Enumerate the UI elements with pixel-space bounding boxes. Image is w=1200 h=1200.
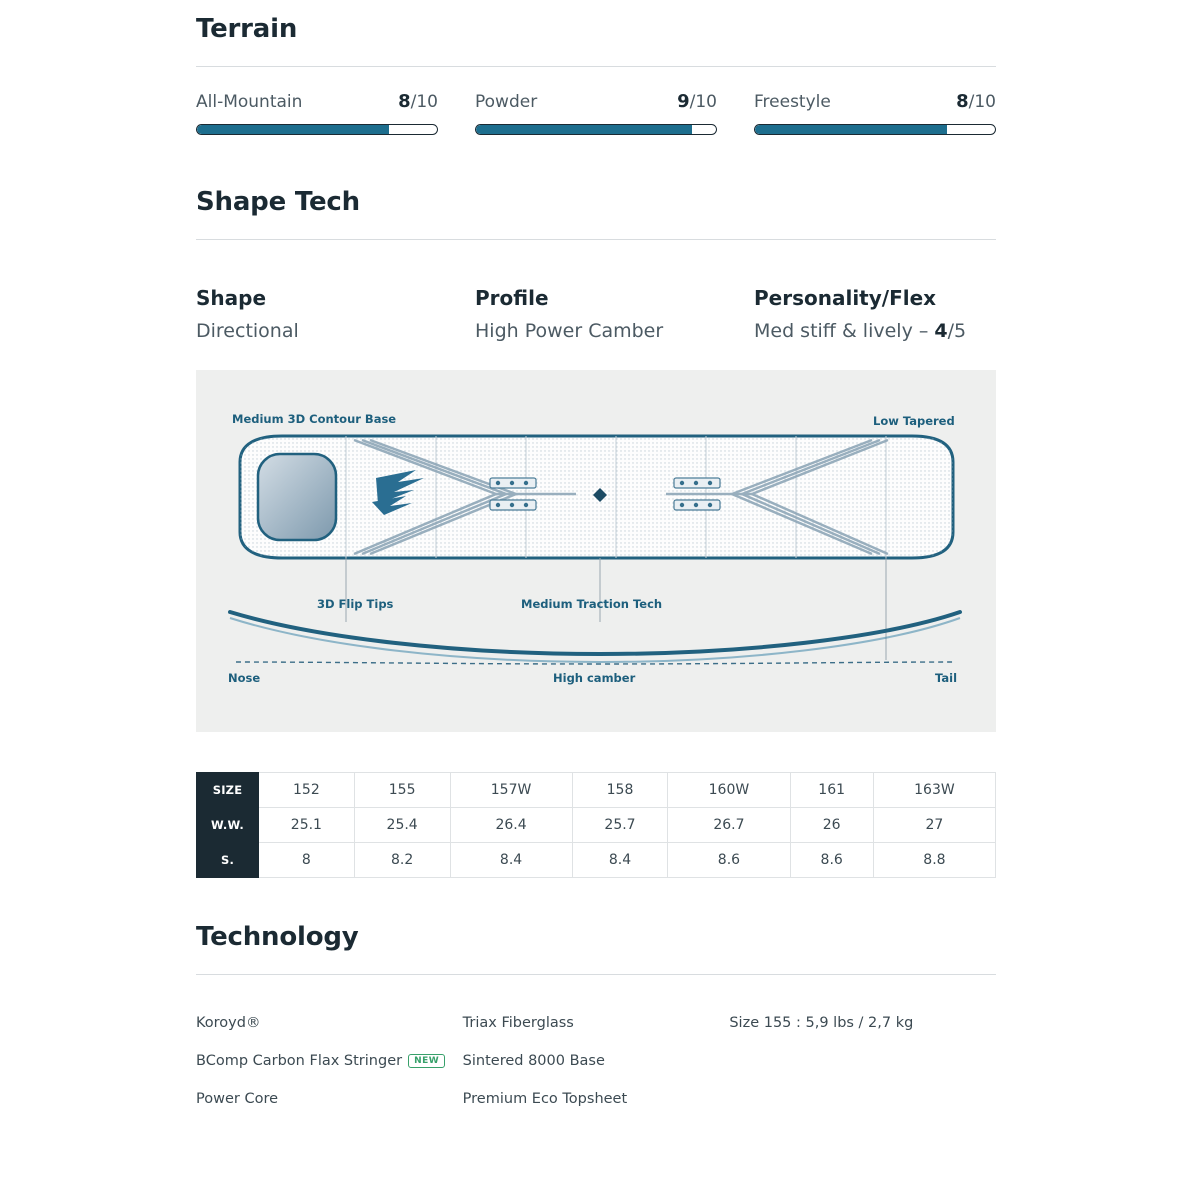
label-flip-tips: 3D Flip Tips	[317, 597, 394, 611]
label-low-tapered: Low Tapered	[873, 414, 955, 428]
technology-column-2	[463, 1015, 730, 1129]
board-top-view	[240, 436, 953, 558]
technology-column-1	[196, 1015, 463, 1129]
label-tail: Tail	[935, 671, 958, 685]
list-item: Sintered 8000 Base	[462, 1053, 605, 1069]
list-item	[196, 1053, 463, 1069]
board-diagram-panel	[196, 370, 996, 732]
flex-text: Med stiff & lively –	[754, 320, 935, 342]
table-cell: 8.4	[572, 843, 668, 878]
table-cell: 26	[790, 808, 873, 843]
terrain-rating-value: 8	[398, 91, 411, 112]
table-cell: 8.6	[668, 843, 790, 878]
spec-shape-value: Directional	[196, 320, 299, 342]
board-side-profile	[230, 612, 960, 664]
table-rowhead-waist-width: W.W.	[197, 808, 259, 843]
technology-divider	[196, 974, 996, 975]
spec-profile-label: Profile	[475, 286, 549, 310]
table-cell: 8.4	[450, 843, 572, 878]
table-cell: 161	[790, 773, 873, 808]
terrain-rating-bar-fill	[755, 125, 947, 134]
terrain-rating-score	[398, 91, 438, 112]
terrain-rating-score	[956, 91, 996, 112]
spec-shape-label: Shape	[196, 286, 267, 310]
table-cell: 26.7	[668, 808, 790, 843]
table-cell: 8.8	[873, 843, 995, 878]
terrain-divider	[196, 66, 996, 67]
list-item: Premium Eco Topsheet	[462, 1091, 628, 1107]
terrain-rating-list	[196, 91, 996, 135]
spec-personality-flex	[754, 286, 996, 342]
flex-value: 4	[934, 320, 948, 342]
terrain-rating-score	[677, 91, 717, 112]
table-cell: 158	[572, 773, 668, 808]
terrain-rating-denominator: /10	[410, 92, 438, 112]
table-cell: 26.4	[450, 808, 572, 843]
terrain-rating-freestyle	[754, 91, 996, 135]
terrain-rating-label: Powder	[475, 92, 538, 112]
terrain-rating-bar	[196, 124, 438, 135]
terrain-rating-powder	[475, 91, 717, 135]
list-item-label: BComp Carbon Flax Stringer	[196, 1053, 403, 1069]
spec-profile-value: High Power Camber	[475, 320, 664, 342]
terrain-title: Terrain	[196, 14, 298, 44]
table-cell: 155	[354, 773, 450, 808]
terrain-rating-label: All-Mountain	[196, 92, 303, 112]
technology-column-3	[729, 1015, 996, 1129]
spec-shape	[196, 286, 475, 342]
table-cell: 157W	[450, 773, 572, 808]
table-row-waist-width	[197, 808, 996, 843]
shape-spec-list	[196, 286, 996, 342]
shape-tech-title: Shape Tech	[196, 187, 360, 217]
label-traction-tech: Medium Traction Tech	[521, 597, 663, 611]
terrain-rating-bar-fill	[197, 125, 389, 134]
spec-personality-flex-value	[754, 320, 996, 342]
list-item: Triax Fiberglass	[462, 1015, 574, 1031]
terrain-rating-bar	[754, 124, 996, 135]
table-cell: 27	[873, 808, 995, 843]
flex-denominator: /5	[947, 320, 967, 342]
terrain-rating-row	[754, 91, 996, 112]
table-rowhead-stance: S.	[197, 843, 259, 878]
table-cell: 163W	[873, 773, 995, 808]
size-table	[196, 772, 996, 878]
table-cell: 25.4	[354, 808, 450, 843]
table-cell: 25.1	[259, 808, 355, 843]
list-item: Power Core	[196, 1091, 279, 1107]
list-item: Koroyd®	[196, 1015, 261, 1031]
terrain-rating-bar-fill	[476, 125, 692, 134]
label-nose: Nose	[228, 671, 261, 685]
content-column	[196, 0, 996, 1129]
technology-section	[196, 922, 996, 1129]
terrain-rating-label: Freestyle	[754, 92, 831, 112]
terrain-rating-denominator: /10	[689, 92, 717, 112]
list-item-weight: Size 155 : 5,9 lbs / 2,7 kg	[729, 1015, 914, 1031]
table-row-stance	[197, 843, 996, 878]
table-cell: 25.7	[572, 808, 668, 843]
label-high-camber: High camber	[553, 671, 636, 685]
terrain-section	[196, 0, 996, 135]
table-cell: 152	[259, 773, 355, 808]
shape-tech-section	[196, 187, 996, 878]
table-cell: 160W	[668, 773, 790, 808]
spec-profile	[475, 286, 754, 342]
table-cell: 8.2	[354, 843, 450, 878]
terrain-rating-row	[475, 91, 717, 112]
technology-list	[196, 1015, 996, 1129]
spec-personality-flex-label: Personality/Flex	[754, 286, 937, 310]
terrain-rating-denominator: /10	[968, 92, 996, 112]
technology-title: Technology	[196, 922, 359, 952]
table-row-size	[197, 773, 996, 808]
table-cell: 8.6	[790, 843, 873, 878]
terrain-rating-bar	[475, 124, 717, 135]
terrain-rating-value: 8	[956, 91, 969, 112]
table-cell: 8	[259, 843, 355, 878]
shape-tech-divider	[196, 239, 996, 240]
terrain-rating-row	[196, 91, 438, 112]
new-badge: NEW	[408, 1054, 445, 1068]
terrain-rating-value: 9	[677, 91, 690, 112]
table-rowhead-size: SIZE	[197, 773, 259, 808]
label-contour-base: Medium 3D Contour Base	[232, 412, 397, 426]
terrain-rating-all-mountain	[196, 91, 438, 135]
